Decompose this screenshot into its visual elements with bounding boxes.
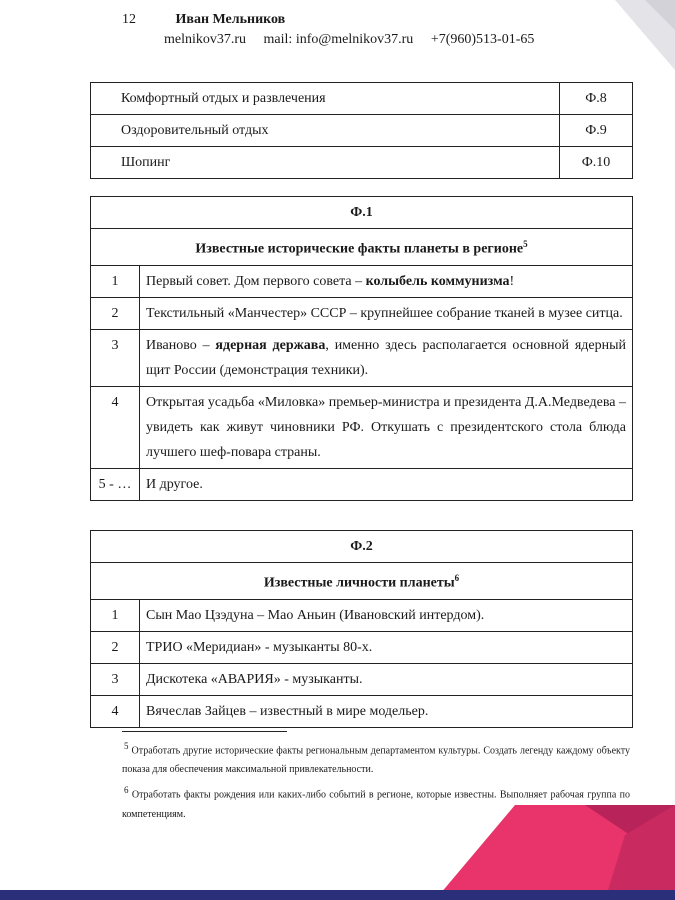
footnote: $^6$ Отработать факты рождения или каких-либо событий в регионе, которые известны. Выполняет рабочая группа по компетенциям. xyxy=(122,785,631,820)
table-row xyxy=(91,663,633,695)
facts-table xyxy=(90,196,633,501)
footnote-ref[interactable]: 6 xyxy=(454,573,460,583)
table-row xyxy=(91,329,633,386)
phone-text: +7(960)513-01-65 xyxy=(430,32,535,47)
row-text: Вячеслав Зайцев – известный в мире модельер. xyxy=(140,695,633,727)
table-row xyxy=(91,468,633,500)
row-number: 4 xyxy=(91,386,140,468)
row-code: Ф.9 xyxy=(560,115,633,147)
row-text: И другое. xyxy=(140,468,633,500)
table-row xyxy=(91,147,633,179)
table-row xyxy=(91,631,633,663)
table-row xyxy=(91,115,633,147)
row-label: Оздоровительный отдых xyxy=(91,115,560,147)
table-title: Известные исторические факты планеты в регионе$^5$ xyxy=(91,229,633,266)
row-number: 1 xyxy=(91,599,140,631)
row-number: 4 xyxy=(91,695,140,727)
row-number: 2 xyxy=(91,297,140,329)
mail-link[interactable]: mail: info@melnikov37.ru xyxy=(263,32,414,47)
row-code: Ф.10 xyxy=(560,147,633,179)
row-text: Дискотека «АВАРИЯ» - музыканты. xyxy=(140,663,633,695)
author-name: Иван Мельников xyxy=(175,12,286,27)
row-number: 5 - … xyxy=(91,468,140,500)
table-row xyxy=(91,83,633,115)
row-number: 3 xyxy=(91,663,140,695)
sections-table xyxy=(90,82,633,179)
row-code: Ф.8 xyxy=(560,83,633,115)
table-row xyxy=(91,695,633,727)
row-text: Сын Мао Цзэдуна – Мао Аньин (Ивановский интердом). xyxy=(140,599,633,631)
row-text: Иваново – ядерная держава, именно здесь располагается основной ядерный щит России (демонстрация техники). xyxy=(140,329,633,386)
row-label: Шопинг xyxy=(91,147,560,179)
row-number: 3 xyxy=(91,329,140,386)
corner-decoration-top xyxy=(605,0,675,70)
table-row xyxy=(91,599,633,631)
bottom-bar xyxy=(0,890,675,900)
footnote: $^5$ Отработать другие исторические факты региональным департаментом культуры. Создать легенду каждому объекту показа для обеспечения максимальной привлекательности. xyxy=(122,741,630,776)
row-text: Текстильный «Манчестер» СССР – крупнейшее собрание тканей в музее ситца. xyxy=(140,297,633,329)
row-number: 2 xyxy=(91,631,140,663)
page-number: 12 xyxy=(122,12,136,27)
table-row xyxy=(91,265,633,297)
row-text: Первый совет. Дом первого совета – колыбель коммунизма! xyxy=(140,265,633,297)
table-code: Ф.2 xyxy=(91,531,633,563)
footnote-ref[interactable]: 5 xyxy=(523,239,528,249)
site-link[interactable]: melnikov37.ru xyxy=(164,32,247,47)
people-table xyxy=(90,530,633,728)
row-label: Комфортный отдых и развлечения xyxy=(91,83,560,115)
table-row xyxy=(91,297,633,329)
footnotes xyxy=(122,737,630,826)
table-row xyxy=(91,386,633,468)
table-code: Ф.1 xyxy=(91,197,633,229)
row-text: Открытая усадьба «Миловка» премьер-министра и президента Д.А.Медведева – увидеть как живут чиновники РФ. Откушать с президентского стола блюда лучшего шеф-повара страны. xyxy=(140,386,633,468)
footnote-divider xyxy=(122,731,287,732)
table-title: Известные личности планеты$^6$ xyxy=(91,563,633,600)
row-text: ТРИО «Меридиан» - музыканты 80-х. xyxy=(140,631,633,663)
row-number: 1 xyxy=(91,265,140,297)
page-header xyxy=(122,10,548,50)
